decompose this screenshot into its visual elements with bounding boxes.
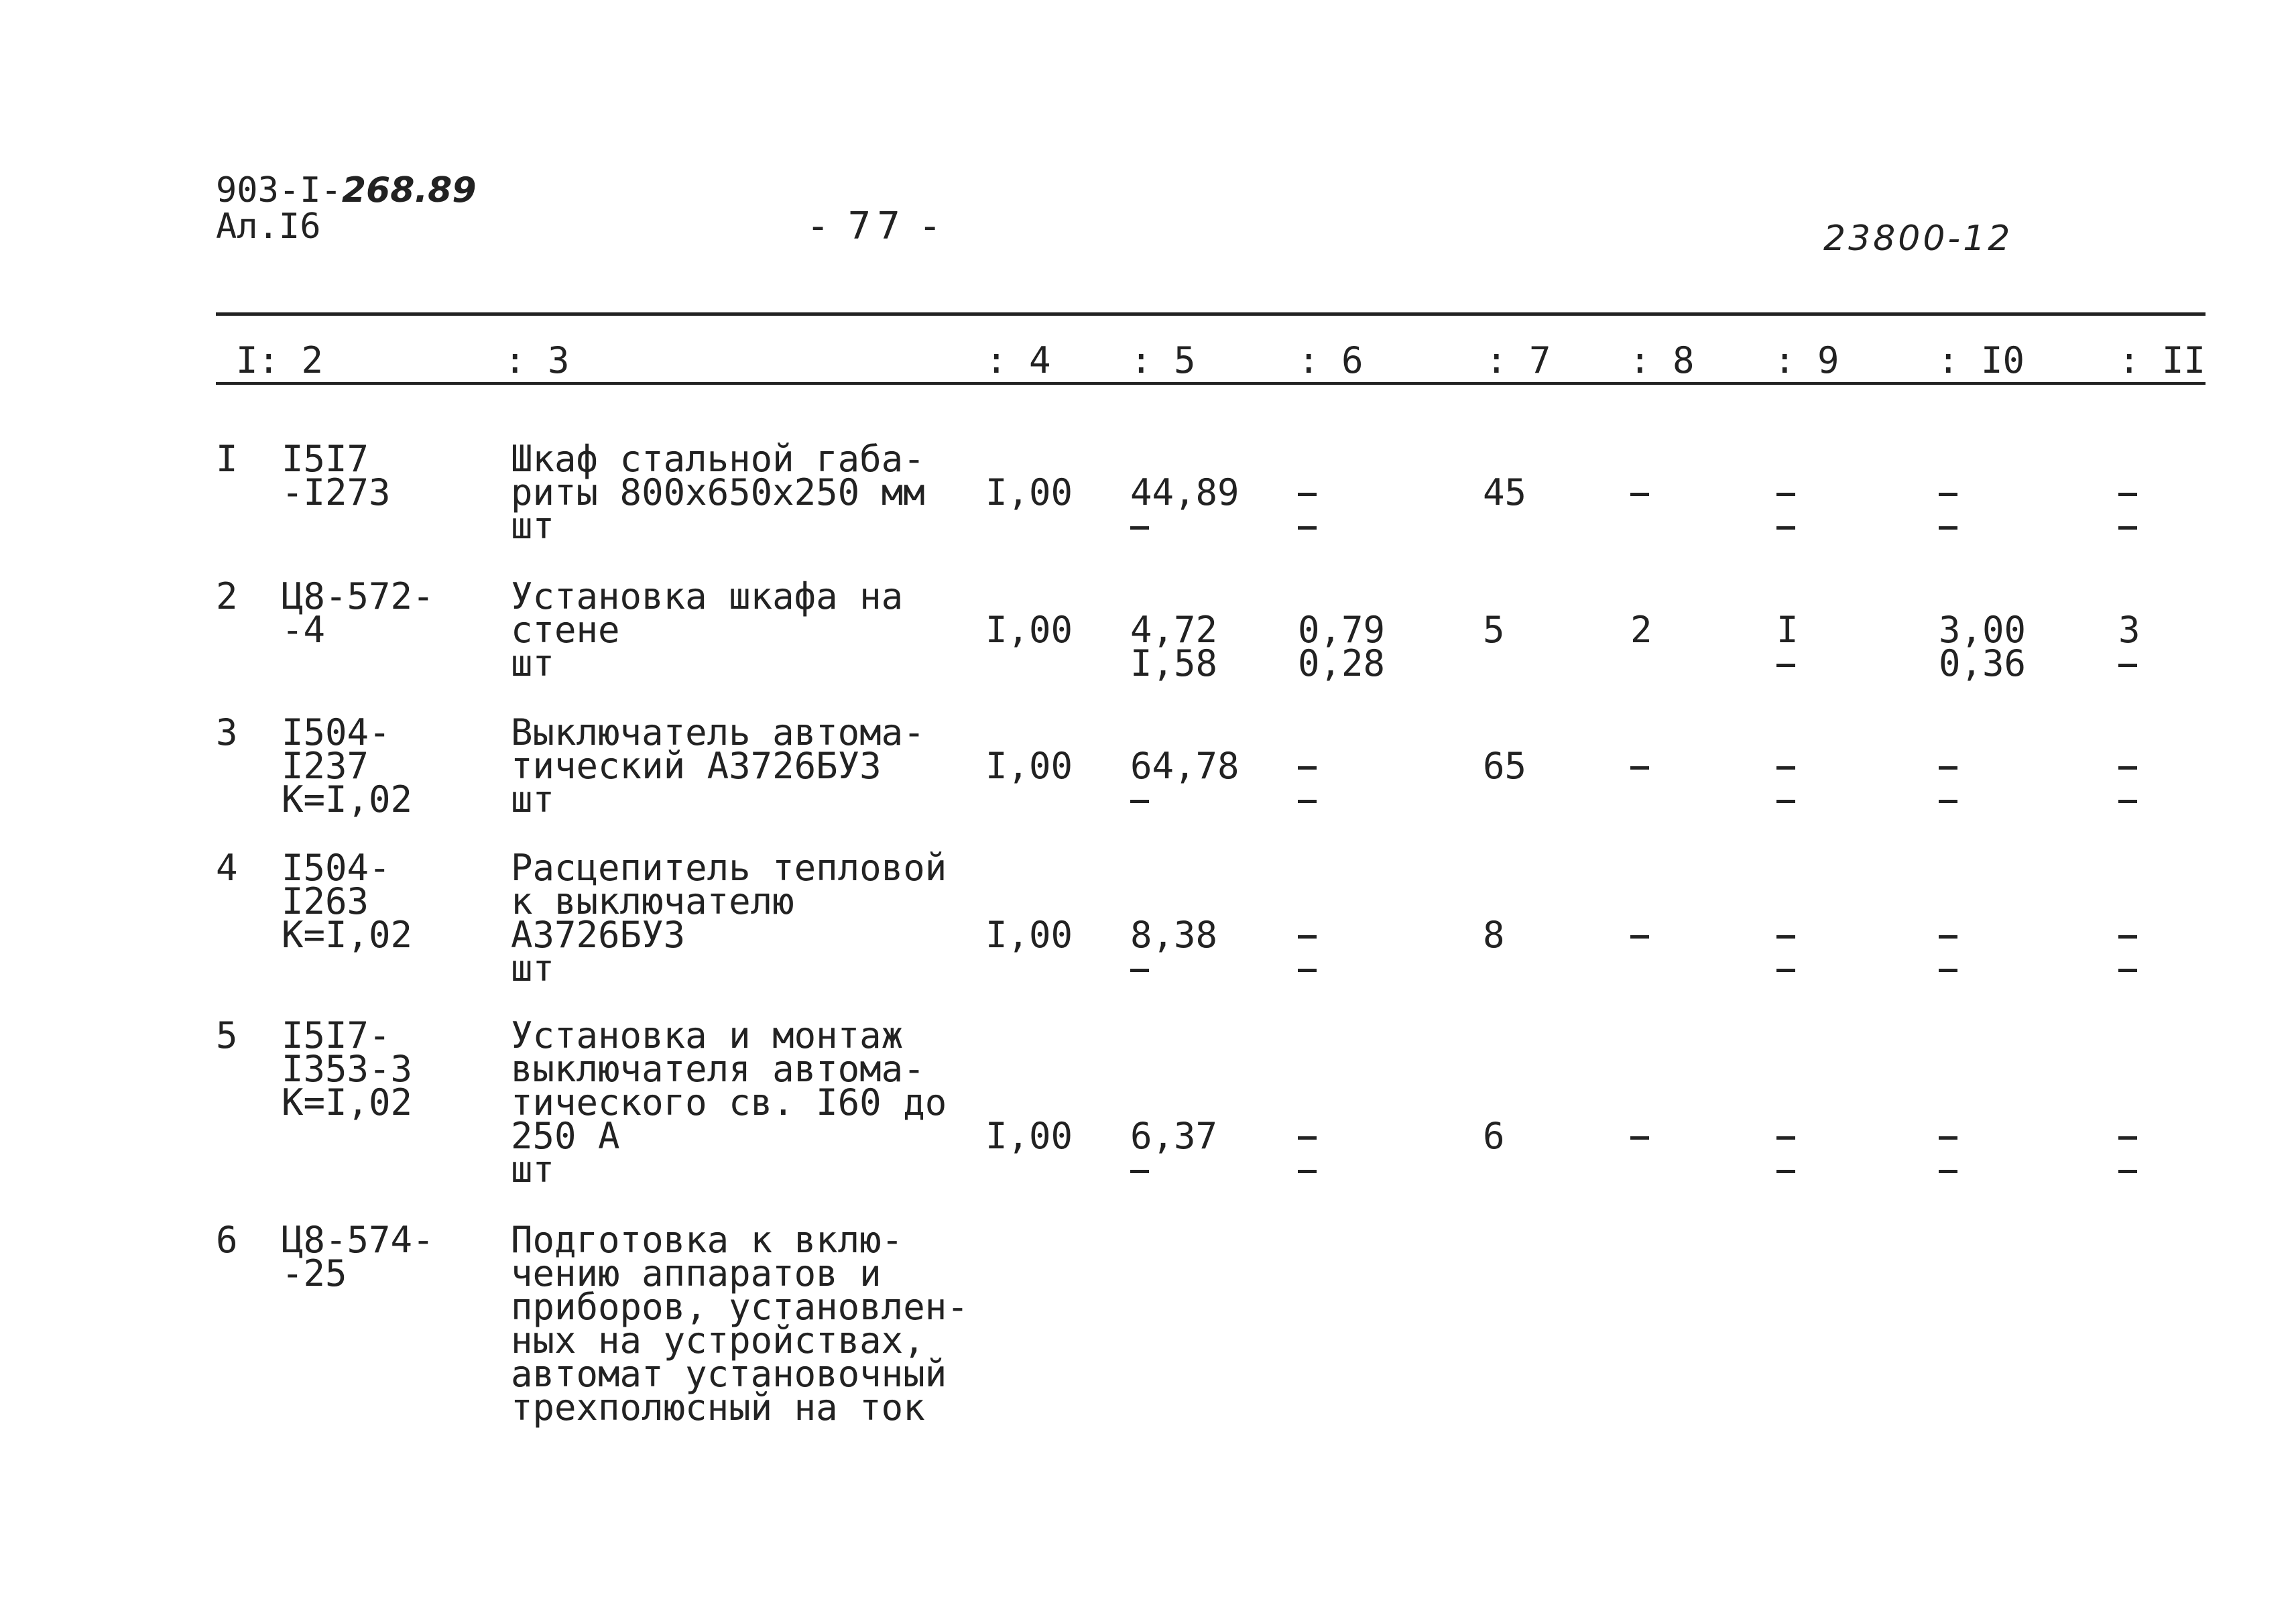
row-2-c6 bbox=[1298, 609, 1386, 684]
column-header-6: : 6 bbox=[1298, 339, 1364, 381]
row-5-num bbox=[216, 1014, 238, 1057]
dash-mark bbox=[1130, 952, 1217, 985]
row-4-c4 bbox=[985, 914, 1073, 956]
row-1-c7 bbox=[1483, 471, 1527, 514]
item-description-line: приборов, установлен- bbox=[511, 1286, 969, 1328]
rate-code-line: -I273 bbox=[282, 471, 391, 514]
value: 8,38 bbox=[1130, 914, 1218, 956]
value: 64,78 bbox=[1130, 745, 1240, 787]
rate-code-line: I5I7- bbox=[282, 1014, 391, 1057]
rate-code-line: I237 bbox=[282, 745, 369, 787]
row-number: 3 bbox=[216, 711, 238, 754]
item-description-line: Шкаф стальной габа- bbox=[511, 438, 925, 480]
sheet-code: 23800-12 bbox=[1823, 219, 2013, 259]
item-description-line: тического св. I60 до bbox=[511, 1081, 947, 1124]
value: 6,37 bbox=[1130, 1115, 1218, 1157]
value: 3 bbox=[2118, 609, 2140, 651]
item-description-line: шт bbox=[511, 1148, 555, 1191]
dash-mark bbox=[1776, 647, 1799, 680]
row-2-c11 bbox=[2118, 609, 2140, 680]
row-4-c7 bbox=[1483, 914, 1505, 956]
column-header-7: : 7 bbox=[1486, 339, 1551, 381]
row-2-num bbox=[216, 575, 238, 617]
page-number: - 77 - bbox=[811, 204, 943, 248]
dash-mark bbox=[2118, 647, 2140, 680]
item-description-line: выключателя автома- bbox=[511, 1048, 925, 1090]
column-header-3: : 3 bbox=[504, 339, 570, 381]
row-3-name bbox=[511, 711, 925, 821]
item-description-line: Выключатель автома- bbox=[511, 711, 925, 754]
document-code-handwritten: 268.89 bbox=[341, 170, 477, 211]
row-3-code bbox=[282, 711, 413, 821]
item-description-line: автомат установочный bbox=[511, 1353, 947, 1395]
row-3-c7 bbox=[1483, 745, 1527, 787]
row-number: 4 bbox=[216, 847, 238, 889]
value: 2 bbox=[1630, 609, 1652, 651]
value: 0,28 bbox=[1298, 642, 1386, 684]
dash-mark bbox=[1130, 783, 1240, 817]
item-description-line: шт bbox=[511, 947, 555, 989]
rate-code-line: Ц8-574- bbox=[282, 1219, 434, 1261]
row-6-num bbox=[216, 1219, 238, 1261]
row-1-name bbox=[511, 438, 925, 547]
row-5-c5 bbox=[1130, 1115, 1218, 1187]
item-description-line: ных на устройствах, bbox=[511, 1319, 925, 1362]
item-description-line: стене bbox=[511, 609, 620, 651]
row-6-name bbox=[511, 1219, 969, 1429]
value: 44,89 bbox=[1130, 471, 1240, 514]
table-header-rule bbox=[216, 382, 2206, 385]
table-top-rule bbox=[216, 312, 2206, 316]
rate-code-line: Ц8-572- bbox=[282, 575, 434, 617]
value: 3,00 bbox=[1939, 609, 2027, 651]
rate-code-line: I353-3 bbox=[282, 1048, 413, 1090]
row-2-c4 bbox=[985, 609, 1073, 651]
value: 0,79 bbox=[1298, 609, 1386, 651]
column-header-9: : 9 bbox=[1774, 339, 1839, 381]
value: I,58 bbox=[1130, 642, 1218, 684]
row-1-c4 bbox=[985, 471, 1073, 514]
row-6-code bbox=[282, 1219, 434, 1295]
value: I,00 bbox=[985, 1115, 1073, 1157]
rate-code-line: К=I,02 bbox=[282, 778, 413, 821]
rate-code-line: I5I7 bbox=[282, 438, 369, 480]
row-number: 2 bbox=[216, 575, 238, 617]
value: 5 bbox=[1483, 609, 1505, 651]
column-header-1-2: I: 2 bbox=[236, 339, 324, 381]
value: 0,36 bbox=[1939, 642, 2027, 684]
row-1-code bbox=[282, 438, 391, 514]
item-description-line: Установка шкафа на bbox=[511, 575, 904, 617]
item-description-line: Подготовка к вклю- bbox=[511, 1219, 904, 1261]
rate-code-line: К=I,02 bbox=[282, 914, 413, 956]
row-number: I bbox=[216, 438, 238, 480]
value: 4,72 bbox=[1130, 609, 1218, 651]
item-description-line: Расцепитель тепловой bbox=[511, 847, 947, 889]
row-4-c5 bbox=[1130, 914, 1218, 985]
rate-code-line: I504- bbox=[282, 847, 391, 889]
row-3-c4 bbox=[985, 745, 1073, 787]
row-4-num bbox=[216, 847, 238, 889]
value: I,00 bbox=[985, 914, 1073, 956]
row-5-code bbox=[282, 1014, 413, 1124]
value: I,00 bbox=[985, 609, 1073, 651]
row-3-c5 bbox=[1130, 745, 1240, 817]
value: 6 bbox=[1483, 1115, 1505, 1157]
document-code bbox=[216, 170, 477, 211]
row-2-c7 bbox=[1483, 609, 1505, 651]
value: I,00 bbox=[985, 745, 1073, 787]
row-4-code bbox=[282, 847, 413, 956]
row-4-name bbox=[511, 847, 947, 989]
column-header-11: : II bbox=[2118, 339, 2206, 381]
item-description-line: шт bbox=[511, 505, 555, 547]
value: I bbox=[1776, 609, 1799, 651]
row-2-c10 bbox=[1939, 609, 2027, 684]
column-header-5: : 5 bbox=[1130, 339, 1196, 381]
row-2-code bbox=[282, 575, 434, 651]
row-2-c9 bbox=[1776, 609, 1799, 680]
row-5-c7 bbox=[1483, 1115, 1505, 1157]
row-2-c5 bbox=[1130, 609, 1218, 684]
item-description-line: шт bbox=[511, 778, 555, 821]
item-description-line: чению аппаратов и bbox=[511, 1252, 882, 1295]
value: 45 bbox=[1483, 471, 1527, 514]
column-header-10: : I0 bbox=[1937, 339, 2025, 381]
row-number: 6 bbox=[216, 1219, 238, 1261]
value: 8 bbox=[1483, 914, 1505, 956]
item-description-line: тический А3726БУЗ bbox=[511, 745, 882, 787]
row-5-name bbox=[511, 1014, 947, 1191]
value: 65 bbox=[1483, 745, 1527, 787]
row-number: 5 bbox=[216, 1014, 238, 1057]
item-description-line: Установка и монтаж bbox=[511, 1014, 904, 1057]
value: I,00 bbox=[985, 471, 1073, 514]
rate-code-line: I263 bbox=[282, 880, 369, 922]
column-header-8: : 8 bbox=[1629, 339, 1695, 381]
document-code-prefix: 903-I- bbox=[216, 170, 342, 211]
row-1-num bbox=[216, 438, 238, 480]
rate-code-line: -25 bbox=[282, 1252, 347, 1295]
rate-code-line: -4 bbox=[282, 609, 326, 651]
row-2-c8 bbox=[1630, 609, 1652, 651]
dash-mark bbox=[1130, 509, 1240, 543]
item-description-line: 250 А bbox=[511, 1115, 620, 1157]
item-description-line: к выключателю bbox=[511, 880, 794, 922]
album-label: Ал.I6 bbox=[216, 206, 321, 247]
rate-code-line: I504- bbox=[282, 711, 391, 754]
row-1-c5 bbox=[1130, 471, 1240, 543]
rate-code-line: К=I,02 bbox=[282, 1081, 413, 1124]
item-description-line: шт bbox=[511, 642, 555, 684]
dash-mark bbox=[1130, 1153, 1217, 1187]
row-2-name bbox=[511, 575, 904, 684]
row-3-num bbox=[216, 711, 238, 754]
item-description-line: трехполюсный на ток bbox=[511, 1386, 925, 1429]
item-description-line: А3726БУЗ bbox=[511, 914, 686, 956]
row-5-c4 bbox=[985, 1115, 1073, 1157]
item-description-line: риты 800х650х250 мм bbox=[511, 471, 925, 514]
column-header-4: : 4 bbox=[985, 339, 1051, 381]
